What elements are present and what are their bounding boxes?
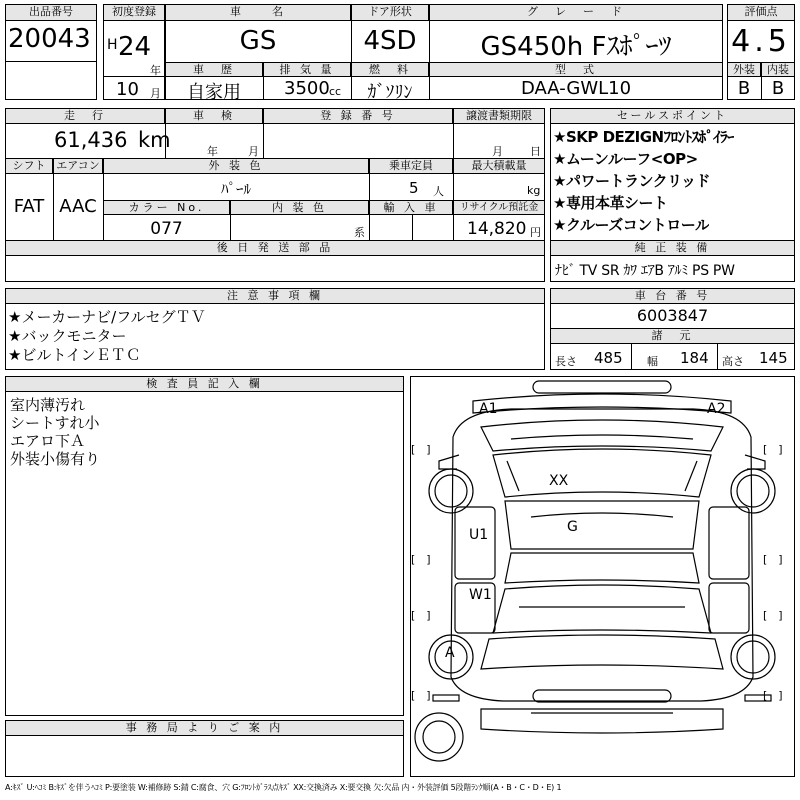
damage-mark-g: G — [567, 519, 578, 535]
score-value: 4.5 — [731, 24, 791, 59]
mileage-unit: km — [138, 128, 171, 152]
int-color-unit: 系 — [354, 226, 365, 239]
int-color-label: 内 装 色 — [230, 200, 369, 215]
transfer-label: 譲渡書類期限 — [453, 108, 545, 124]
lot-number: 20043 — [8, 24, 91, 54]
parts-label: 後 日 発 送 部 品 — [5, 240, 545, 256]
damage-mark-a1: A1 — [479, 401, 498, 417]
bracket-left-top: [ ] — [411, 443, 431, 456]
displacement: 3500 — [284, 78, 330, 99]
bracket-left-bottom: [ ] — [411, 689, 431, 702]
transfer-day-unit: 日 — [530, 145, 541, 158]
model-label: 型 式 — [429, 62, 723, 77]
mileage-label: 走 行 — [5, 108, 165, 124]
color-no-label: カラー No. — [103, 200, 230, 215]
recycle-unit: 円 — [530, 226, 541, 239]
fuel: ｶﾞｿﾘﾝ — [367, 82, 413, 103]
exterior-color: ﾊﾟｰﾙ — [220, 180, 251, 198]
sales-item: ★ムーンルーフ<OP> — [553, 150, 698, 168]
displacement-label: 排 気 量 — [263, 62, 351, 77]
sales-label: セールスポイント — [550, 108, 795, 124]
shift: FAT — [13, 196, 45, 217]
plate-label: 登 録 番 号 — [263, 108, 453, 124]
shift-label: シフト — [5, 158, 53, 174]
inspector-label: 検 査 員 記 入 欄 — [5, 376, 404, 392]
bracket-left-low: [ ] — [411, 609, 431, 622]
notes-label: 注 意 事 項 欄 — [5, 288, 545, 304]
inspector-item: 外装小傷有り — [10, 450, 101, 468]
car-diagram — [410, 376, 795, 777]
bracket-right-top: [ ] — [763, 443, 783, 456]
damage-mark-u1: U1 — [469, 527, 489, 543]
bracket-right-low: [ ] — [763, 609, 783, 622]
reg-month-unit: 月 — [150, 87, 161, 100]
chassis-label: 車 台 番 号 — [550, 288, 795, 304]
office-label: 事 務 局 よ り ご 案 内 — [5, 720, 404, 736]
height-value: 145 — [759, 349, 788, 367]
door-label: ドア形状 — [351, 4, 429, 21]
sales-item: ★SKP DEZIGNﾌﾛﾝﾄｽﾎﾟｲﾗｰ — [553, 128, 735, 146]
inspection-month-unit: 月 — [248, 145, 259, 158]
fuel-label: 燃 料 — [351, 62, 429, 77]
note-item: ★ビルトインＥＴＣ — [8, 346, 141, 364]
equipment-list: ﾅﾋﾞ TV SR ｶﾜ ｴｱB ｱﾙﾐ PS PW — [555, 263, 735, 279]
bracket-left-mid: [ ] — [411, 553, 431, 566]
interior-grade-label: 内装 — [761, 62, 795, 77]
inspection-year-unit: 年 — [207, 145, 218, 158]
mileage: 61,436 — [54, 128, 128, 152]
grade: GS450h Fｽﾎﾟｰﾂ — [480, 32, 672, 62]
car-name: GS — [239, 26, 277, 56]
grade-label: グ レ ー ド — [429, 4, 723, 21]
legend: A:ｷｽﾞ U:ﾍｺﾐ B:ｷｽﾞを伴うﾍｺﾐ P:要塗装 W:補修跡 S:錆 C:腐食、穴 G:ﾌﾛﾝﾄｶﾞﾗｽ点ｷｽﾞ XX:交換済み X:要交換 欠:欠品 内・外装評価 5段階ﾗﾝｸ順(A・B・C・D・E) 1 — [5, 783, 562, 792]
import-label: 輸 入 車 — [369, 200, 453, 215]
reg-year-unit: 年 — [150, 64, 161, 77]
car-name-label: 車 名 — [165, 4, 351, 21]
capacity: 5 — [409, 179, 419, 197]
reg-month: 10 — [116, 79, 139, 100]
chassis-number: 6003847 — [636, 306, 709, 325]
note-item: ★バックモニター — [8, 327, 127, 345]
score-label: 評価点 — [727, 4, 795, 21]
load-label: 最大積載量 — [453, 158, 545, 174]
inspector-item: シートすれ小 — [10, 414, 100, 432]
model-code: DAA-GWL10 — [520, 78, 632, 99]
exterior-grade-label: 外装 — [727, 62, 761, 77]
exterior-grade: B — [737, 78, 751, 99]
bracket-right-bottom: [ ] — [763, 689, 783, 702]
interior-grade: B — [771, 78, 785, 99]
width-value: 184 — [680, 349, 709, 367]
length-label: 長さ — [555, 355, 577, 368]
history: 自家用 — [187, 82, 241, 103]
capacity-unit: 人 — [433, 185, 444, 198]
ac-label: エアコン — [53, 158, 103, 174]
car-outline — [411, 377, 794, 776]
reg-era: H — [107, 37, 118, 53]
bracket-right-mid: [ ] — [763, 553, 783, 566]
length-value: 485 — [594, 349, 623, 367]
height-label: 高さ — [722, 355, 744, 368]
dimensions-label: 諸 元 — [550, 328, 795, 344]
history-label: 車 歴 — [165, 62, 263, 77]
color-number: 077 — [150, 219, 183, 239]
first-reg-label: 初度登録 — [103, 4, 165, 21]
note-item: ★メーカーナビ/フルセグＴＶ — [8, 308, 206, 326]
width-label: 幅 — [647, 355, 658, 368]
damage-mark-a2: A2 — [707, 401, 726, 417]
recycle-label: リサイクル預託金 — [453, 200, 545, 215]
door-type: 4SD — [363, 26, 417, 56]
color-label: 外 装 色 — [103, 158, 369, 174]
damage-mark-xx: XX — [549, 473, 569, 489]
load-unit: kg — [527, 184, 541, 197]
lot-label: 出品番号 — [5, 4, 97, 21]
inspector-item: 室内薄汚れ — [10, 396, 86, 414]
capacity-label: 乗車定員 — [369, 158, 453, 174]
inspector-item: エアロ下Ａ — [10, 432, 86, 450]
sales-item: ★パワートランクリッド — [553, 172, 711, 190]
reg-year: 24 — [118, 32, 152, 62]
sales-item: ★専用本革シート — [553, 194, 668, 212]
sales-item: ★クルーズコントロール — [553, 216, 710, 234]
displacement-unit: cc — [329, 85, 342, 98]
damage-mark-a: A — [445, 645, 455, 661]
transfer-month-unit: 月 — [492, 145, 503, 158]
recycle-fee: 14,820 — [467, 219, 527, 239]
equipment-label: 純 正 装 備 — [550, 240, 795, 256]
inspection-label: 車 検 — [165, 108, 263, 124]
ac-type: AAC — [59, 196, 97, 217]
damage-mark-w1: W1 — [469, 587, 492, 603]
